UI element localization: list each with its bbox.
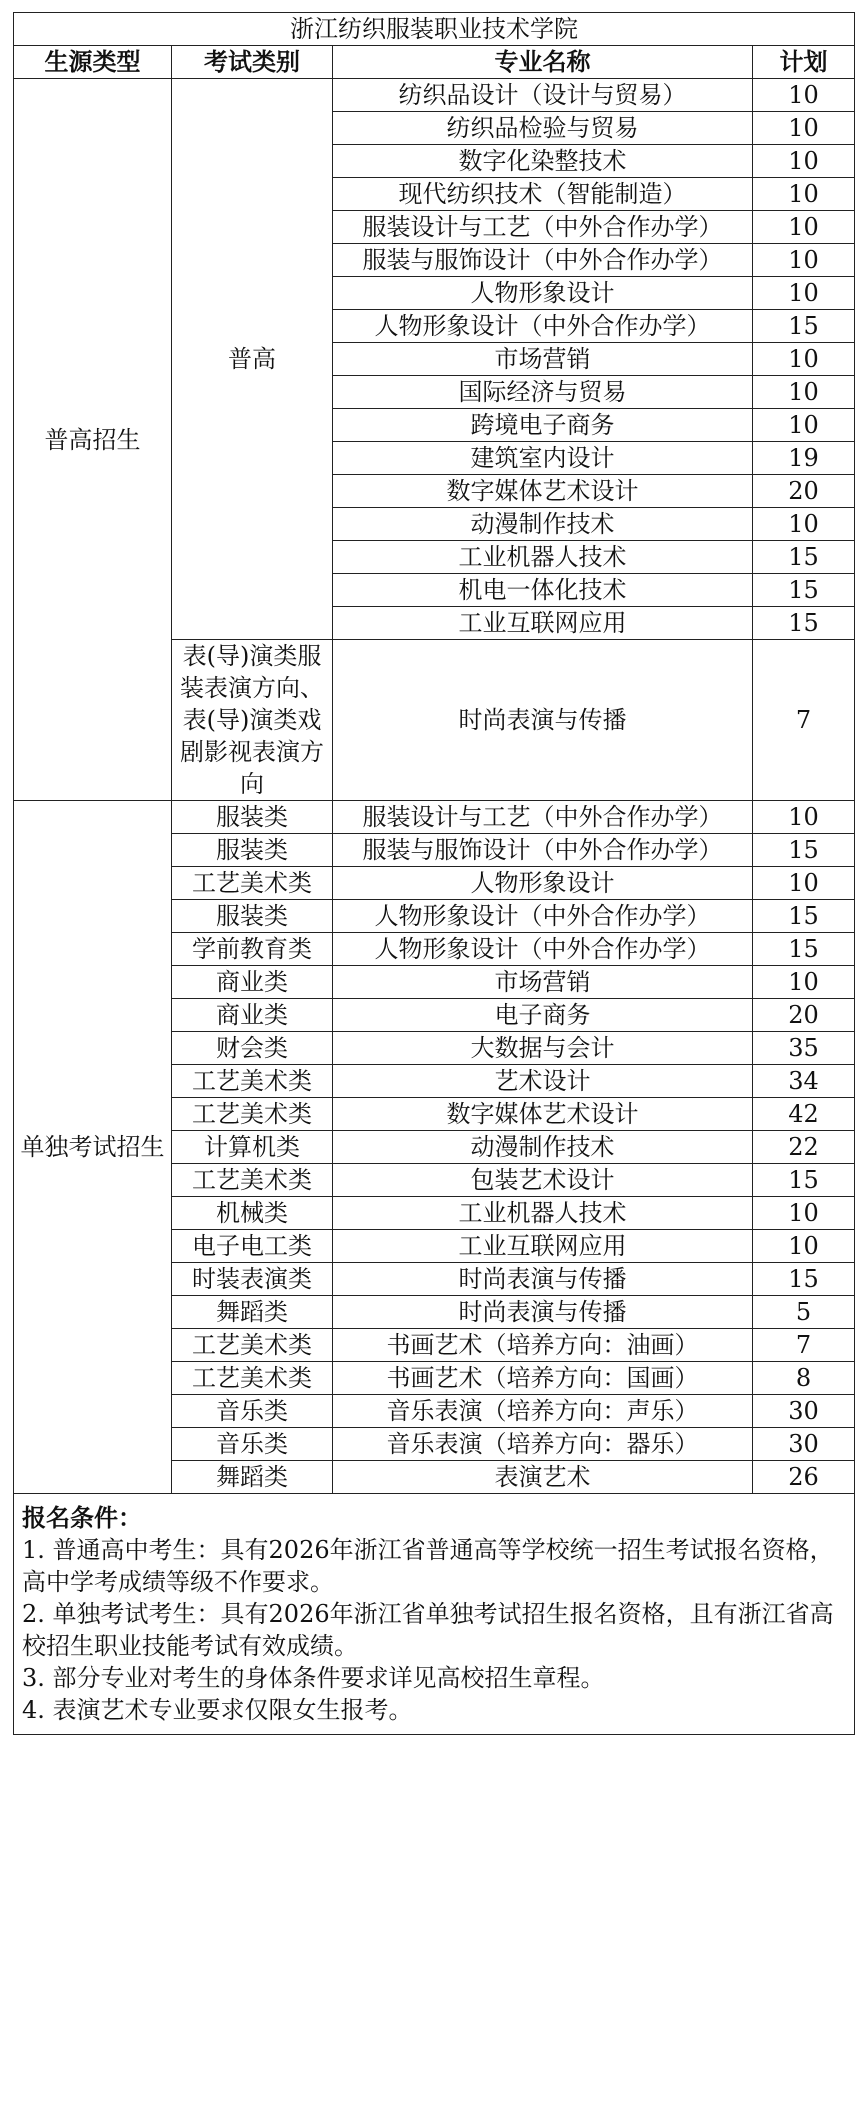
plan-cell: 10 <box>753 277 855 310</box>
exam-category-cell: 舞蹈类 <box>172 1296 333 1329</box>
header-major-name: 专业名称 <box>333 46 753 79</box>
major-name-cell: 服装与服饰设计（中外合作办学） <box>333 834 753 867</box>
plan-cell: 20 <box>753 475 855 508</box>
exam-category-cell: 音乐类 <box>172 1428 333 1461</box>
major-name-cell: 人物形象设计（中外合作办学） <box>333 310 753 343</box>
major-name-cell: 数字媒体艺术设计 <box>333 1098 753 1131</box>
plan-cell: 30 <box>753 1395 855 1428</box>
major-name-cell: 艺术设计 <box>333 1065 753 1098</box>
major-name-cell: 包装艺术设计 <box>333 1164 753 1197</box>
exam-category-cell: 服装类 <box>172 900 333 933</box>
plan-cell: 30 <box>753 1428 855 1461</box>
plan-cell: 15 <box>753 574 855 607</box>
plan-cell: 42 <box>753 1098 855 1131</box>
header-plan: 计划 <box>753 46 855 79</box>
exam-category-cell: 工艺美术类 <box>172 1065 333 1098</box>
exam-category-cell: 计算机类 <box>172 1131 333 1164</box>
plan-cell: 7 <box>753 640 855 801</box>
plan-cell: 10 <box>753 145 855 178</box>
major-name-cell: 跨境电子商务 <box>333 409 753 442</box>
major-name-cell: 工业机器人技术 <box>333 1197 753 1230</box>
plan-cell: 35 <box>753 1032 855 1065</box>
major-name-cell: 动漫制作技术 <box>333 508 753 541</box>
major-name-cell: 机电一体化技术 <box>333 574 753 607</box>
header-source-type: 生源类型 <box>14 46 172 79</box>
plan-cell: 15 <box>753 933 855 966</box>
major-name-cell: 人物形象设计（中外合作办学） <box>333 933 753 966</box>
major-name-cell: 纺织品检验与贸易 <box>333 112 753 145</box>
plan-cell: 22 <box>753 1131 855 1164</box>
plan-cell: 15 <box>753 607 855 640</box>
major-name-cell: 市场营销 <box>333 966 753 999</box>
major-name-cell: 工业互联网应用 <box>333 1230 753 1263</box>
exam-category-cell: 音乐类 <box>172 1395 333 1428</box>
major-name-cell: 大数据与会计 <box>333 1032 753 1065</box>
plan-cell: 26 <box>753 1461 855 1494</box>
exam-category-cell: 商业类 <box>172 966 333 999</box>
major-name-cell: 时尚表演与传播 <box>333 640 753 801</box>
plan-cell: 19 <box>753 442 855 475</box>
exam-category-cell: 工艺美术类 <box>172 1329 333 1362</box>
plan-cell: 15 <box>753 1164 855 1197</box>
major-name-cell: 服装设计与工艺（中外合作办学） <box>333 211 753 244</box>
exam-category-cell: 时装表演类 <box>172 1263 333 1296</box>
major-name-cell: 时尚表演与传播 <box>333 1263 753 1296</box>
major-name-cell: 建筑室内设计 <box>333 442 753 475</box>
major-name-cell: 时尚表演与传播 <box>333 1296 753 1329</box>
major-name-cell: 表演艺术 <box>333 1461 753 1494</box>
exam-category-cell: 电子电工类 <box>172 1230 333 1263</box>
plan-cell: 10 <box>753 867 855 900</box>
plan-cell: 10 <box>753 409 855 442</box>
source-type-cell: 普高招生 <box>14 79 172 801</box>
exam-category-cell: 机械类 <box>172 1197 333 1230</box>
exam-category-cell: 舞蹈类 <box>172 1461 333 1494</box>
plan-cell: 20 <box>753 999 855 1032</box>
major-name-cell: 国际经济与贸易 <box>333 376 753 409</box>
plan-cell: 15 <box>753 310 855 343</box>
major-name-cell: 服装与服饰设计（中外合作办学） <box>333 244 753 277</box>
requirement-item: 1. 普通高中考生：具有2026年浙江省普通高等学校统一招生考试报名资格，高中学考成绩等级不作要求。 <box>22 1536 834 1596</box>
plan-cell: 34 <box>753 1065 855 1098</box>
requirement-item: 4. 表演艺术专业要求仅限女生报考。 <box>22 1696 413 1724</box>
major-name-cell: 动漫制作技术 <box>333 1131 753 1164</box>
plan-cell: 15 <box>753 541 855 574</box>
plan-cell: 10 <box>753 343 855 376</box>
plan-cell: 10 <box>753 801 855 834</box>
admission-plan-table <box>13 12 855 1735</box>
exam-category-cell: 工艺美术类 <box>172 1362 333 1395</box>
major-name-cell: 书画艺术（培养方向：油画） <box>333 1329 753 1362</box>
major-name-cell: 电子商务 <box>333 999 753 1032</box>
plan-cell: 5 <box>753 1296 855 1329</box>
plan-cell: 15 <box>753 900 855 933</box>
requirement-item: 2. 单独考试考生：具有2026年浙江省单独考试招生报名资格，且有浙江省高校招生职业技能考试有效成绩。 <box>22 1600 834 1660</box>
plan-cell: 10 <box>753 1197 855 1230</box>
major-name-cell: 数字化染整技术 <box>333 145 753 178</box>
exam-category-cell: 普高 <box>172 79 333 640</box>
exam-category-cell: 工艺美术类 <box>172 867 333 900</box>
major-name-cell: 人物形象设计 <box>333 867 753 900</box>
table-row <box>14 79 855 112</box>
major-name-cell: 人物形象设计（中外合作办学） <box>333 900 753 933</box>
major-name-cell: 市场营销 <box>333 343 753 376</box>
exam-category-cell: 工艺美术类 <box>172 1164 333 1197</box>
plan-cell: 7 <box>753 1329 855 1362</box>
plan-cell: 10 <box>753 79 855 112</box>
exam-category-cell: 表(导)演类服装表演方向、表(导)演类戏剧影视表演方向 <box>172 640 333 801</box>
source-type-cell: 单独考试招生 <box>14 801 172 1494</box>
plan-cell: 8 <box>753 1362 855 1395</box>
plan-cell: 10 <box>753 244 855 277</box>
requirements-section <box>14 1494 855 1735</box>
plan-cell: 10 <box>753 508 855 541</box>
header-exam-category: 考试类别 <box>172 46 333 79</box>
table-row <box>14 801 855 834</box>
plan-cell: 10 <box>753 376 855 409</box>
plan-cell: 10 <box>753 211 855 244</box>
exam-category-cell: 服装类 <box>172 801 333 834</box>
requirement-item: 3. 部分专业对考生的身体条件要求详见高校招生章程。 <box>22 1664 605 1692</box>
major-name-cell: 书画艺术（培养方向：国画） <box>333 1362 753 1395</box>
major-name-cell: 纺织品设计（设计与贸易） <box>333 79 753 112</box>
exam-category-cell: 学前教育类 <box>172 933 333 966</box>
major-name-cell: 数字媒体艺术设计 <box>333 475 753 508</box>
major-name-cell: 音乐表演（培养方向：器乐） <box>333 1428 753 1461</box>
plan-cell: 10 <box>753 1230 855 1263</box>
table-title: 浙江纺织服装职业技术学院 <box>14 13 855 46</box>
major-name-cell: 服装设计与工艺（中外合作办学） <box>333 801 753 834</box>
plan-cell: 15 <box>753 1263 855 1296</box>
major-name-cell: 人物形象设计 <box>333 277 753 310</box>
plan-cell: 15 <box>753 834 855 867</box>
plan-cell: 10 <box>753 966 855 999</box>
plan-cell: 10 <box>753 178 855 211</box>
major-name-cell: 音乐表演（培养方向：声乐） <box>333 1395 753 1428</box>
exam-category-cell: 工艺美术类 <box>172 1098 333 1131</box>
requirements-title: 报名条件： <box>22 1503 142 1532</box>
exam-category-cell: 商业类 <box>172 999 333 1032</box>
admission-plan-document <box>13 12 855 1735</box>
plan-cell: 10 <box>753 112 855 145</box>
major-name-cell: 工业互联网应用 <box>333 607 753 640</box>
exam-category-cell: 服装类 <box>172 834 333 867</box>
major-name-cell: 现代纺织技术（智能制造） <box>333 178 753 211</box>
table-body <box>14 79 855 1494</box>
exam-category-cell: 财会类 <box>172 1032 333 1065</box>
major-name-cell: 工业机器人技术 <box>333 541 753 574</box>
